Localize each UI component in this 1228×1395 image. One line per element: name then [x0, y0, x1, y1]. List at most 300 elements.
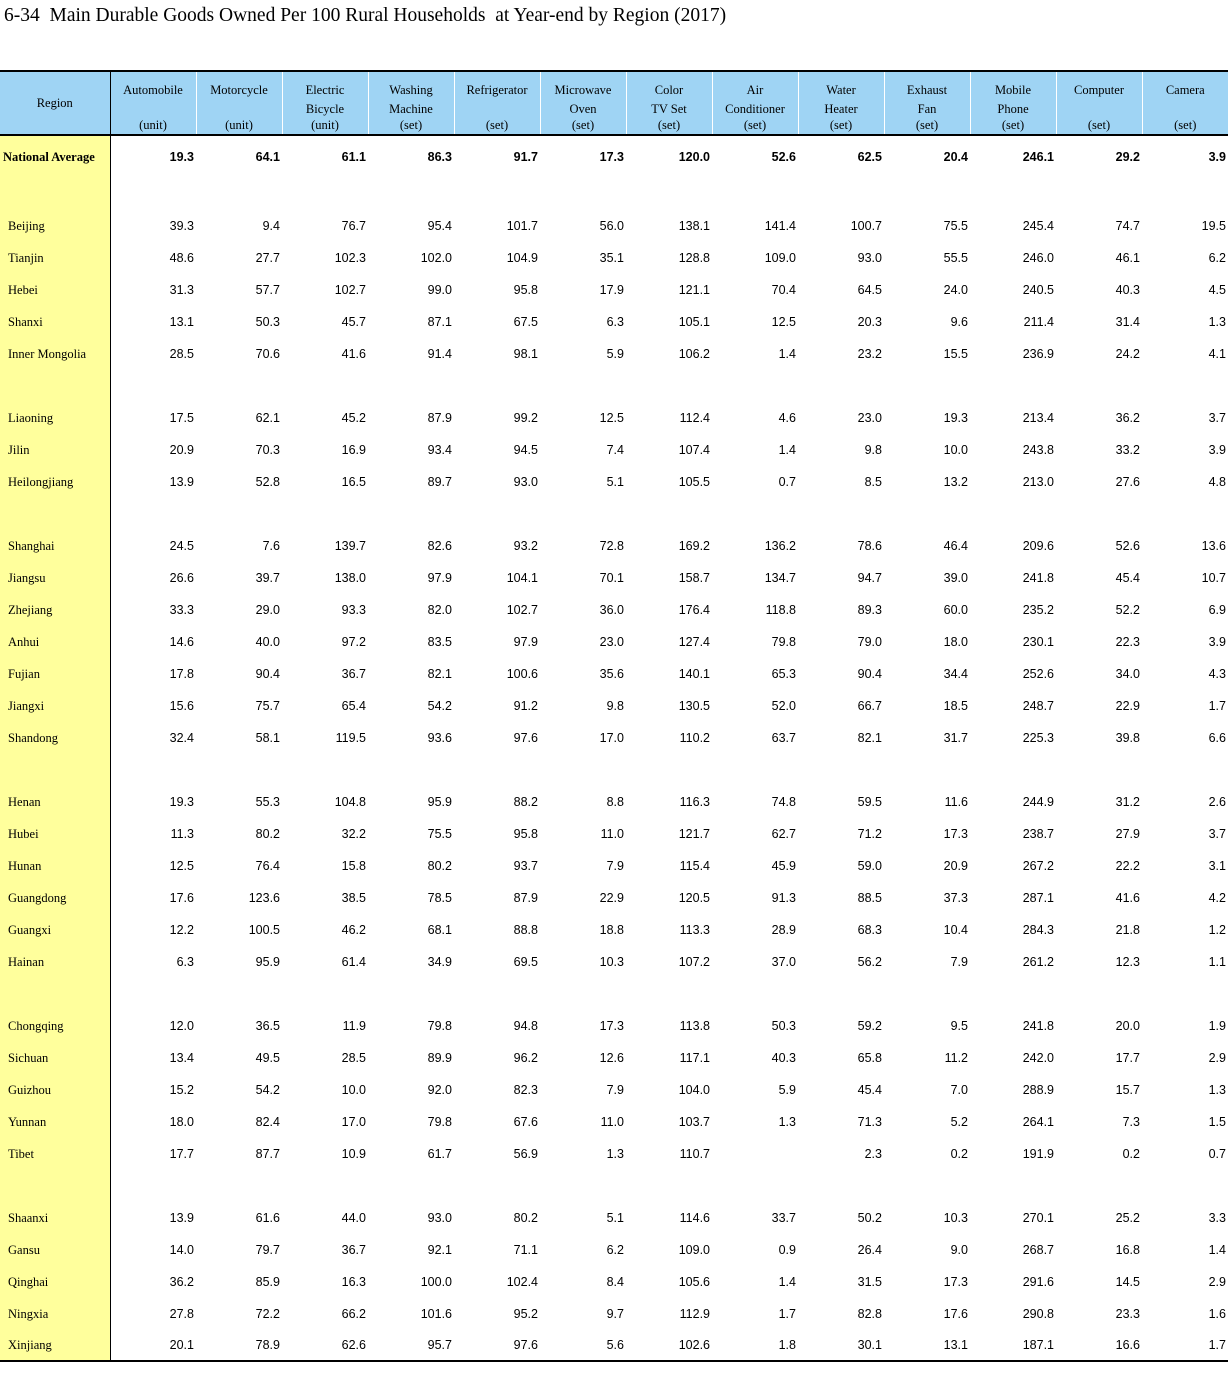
value-cell: 85.9 — [255, 1275, 280, 1289]
empty-cell — [970, 370, 1056, 402]
value-cell: 4.2 — [1208, 891, 1226, 905]
value-cell: 69.5 — [513, 955, 538, 969]
value-cell: 1.4 — [778, 1275, 796, 1289]
column-header-label: Washing — [389, 83, 433, 97]
value-cell: 8.5 — [864, 475, 882, 489]
value-cell: 15.7 — [1115, 1083, 1140, 1097]
value-cell: 89.9 — [427, 1051, 452, 1065]
value-cell: 287.1 — [1022, 891, 1054, 905]
column-header — [540, 71, 626, 135]
value-cell: 10.4 — [943, 923, 968, 937]
value-cell: 50.2 — [857, 1211, 882, 1225]
value-cell: 105.5 — [678, 475, 710, 489]
value-cell: 52.6 — [771, 150, 796, 164]
region-name: Sichuan — [0, 1042, 110, 1074]
value-cell: 10.3 — [599, 955, 624, 969]
region-name: Shandong — [0, 722, 110, 754]
value-cell: 12.3 — [1115, 955, 1140, 969]
empty-cell — [454, 498, 540, 530]
column-header — [970, 71, 1056, 135]
value-cell: 45.9 — [771, 859, 796, 873]
value-cell: 50.3 — [255, 315, 280, 329]
value-cell: 104.9 — [506, 251, 538, 265]
value-cell: 95.9 — [255, 955, 280, 969]
value-cell: 38.5 — [341, 891, 366, 905]
value-cell: 6.6 — [1208, 731, 1226, 745]
region-name: Shanxi — [0, 306, 110, 338]
spacer-row — [0, 978, 1228, 1010]
value-cell: 102.6 — [626, 1330, 712, 1361]
value-cell: 72.2 — [255, 1307, 280, 1321]
region-name: Liaoning — [0, 402, 110, 434]
empty-cell — [282, 498, 368, 530]
value-cell: 102.7 — [506, 603, 538, 617]
value-cell: 16.5 — [341, 475, 366, 489]
value-cell: 248.7 — [1022, 699, 1054, 713]
value-cell: 1.7 — [1142, 1330, 1228, 1361]
value-cell: 33.3 — [169, 603, 194, 617]
value-cell: 12.5 — [771, 315, 796, 329]
region-name: Henan — [0, 786, 110, 818]
spacer-row — [0, 1170, 1228, 1202]
column-header — [712, 71, 798, 135]
value-cell: 17.6 — [169, 891, 194, 905]
value-cell: 32.4 — [169, 731, 194, 745]
value-cell: 50.3 — [771, 1019, 796, 1033]
value-cell: 11.6 — [944, 795, 968, 809]
value-cell: 4.3 — [1208, 667, 1226, 681]
empty-cell — [1056, 178, 1142, 210]
column-header — [454, 71, 540, 135]
value-cell: 1.2 — [1208, 923, 1226, 937]
value-cell: 97.6 — [454, 1330, 540, 1361]
value-cell: 121.1 — [678, 283, 710, 297]
empty-cell — [798, 978, 884, 1010]
value-cell: 93.2 — [513, 539, 538, 553]
value-cell: 187.1 — [970, 1330, 1056, 1361]
value-cell: 100.7 — [850, 219, 882, 233]
value-cell: 56.2 — [857, 955, 882, 969]
value-cell: 112.4 — [679, 411, 710, 425]
table-row — [0, 946, 1228, 978]
column-header-label: Camera — [1165, 83, 1205, 97]
value-cell: 3.9 — [1208, 150, 1226, 164]
value-cell: 54.2 — [427, 699, 452, 713]
table-row — [0, 306, 1228, 338]
value-cell: 70.4 — [771, 283, 796, 297]
value-cell: 44.0 — [341, 1211, 366, 1225]
column-header-unit: (set) — [743, 118, 767, 132]
value-cell: 23.2 — [857, 347, 882, 361]
value-cell: 92.0 — [427, 1083, 452, 1097]
value-cell: 34.0 — [1115, 667, 1140, 681]
value-cell: 36.2 — [1115, 411, 1140, 425]
column-header-label: Bicycle — [305, 102, 345, 116]
value-cell: 17.7 — [169, 1147, 194, 1161]
value-cell: 109.0 — [764, 251, 796, 265]
value-cell: 0.9 — [778, 1243, 796, 1257]
value-cell: 113.8 — [679, 1019, 710, 1033]
value-cell: 93.6 — [427, 731, 452, 745]
value-cell: 120.5 — [678, 891, 710, 905]
value-cell: 18.8 — [599, 923, 624, 937]
value-cell: 15.2 — [169, 1083, 194, 1097]
value-cell: 82.3 — [513, 1083, 538, 1097]
value-cell: 102.0 — [420, 251, 452, 265]
value-cell: 128.8 — [678, 251, 710, 265]
value-cell: 3.7 — [1208, 827, 1226, 841]
value-cell: 59.0 — [857, 859, 882, 873]
value-cell: 3.3 — [1208, 1211, 1226, 1225]
value-cell: 94.8 — [513, 1019, 538, 1033]
value-cell: 31.4 — [1115, 315, 1140, 329]
empty-cell — [970, 754, 1056, 786]
value-cell: 61.7 — [427, 1147, 452, 1161]
value-cell: 45.4 — [1115, 571, 1140, 585]
table-row — [0, 626, 1228, 658]
empty-cell — [282, 370, 368, 402]
value-cell: 40.3 — [1115, 283, 1140, 297]
table-row — [0, 722, 1228, 754]
value-cell: 101.6 — [420, 1307, 452, 1321]
value-cell: 107.4 — [678, 443, 710, 457]
value-cell: 100.5 — [248, 923, 280, 937]
empty-cell — [884, 498, 970, 530]
value-cell: 10.3 — [943, 1211, 968, 1225]
value-cell: 31.5 — [857, 1275, 882, 1289]
value-cell: 45.7 — [341, 315, 366, 329]
column-header-label: Machine — [389, 102, 433, 116]
value-cell: 2.6 — [1208, 795, 1226, 809]
value-cell: 64.5 — [857, 283, 882, 297]
region-name: Anhui — [0, 626, 110, 658]
empty-cell — [540, 1170, 626, 1202]
value-cell: 17.7 — [1115, 1051, 1140, 1065]
value-cell: 74.7 — [1115, 219, 1140, 233]
value-cell: 33.2 — [1115, 443, 1140, 457]
region-name: Xinjiang — [0, 1330, 110, 1361]
value-cell: 66.2 — [341, 1307, 366, 1321]
value-cell: 87.9 — [513, 891, 538, 905]
value-cell: 13.2 — [943, 475, 968, 489]
value-cell: 88.2 — [513, 795, 538, 809]
empty-cell — [712, 1170, 798, 1202]
value-cell: 49.5 — [255, 1051, 280, 1065]
value-cell: 22.2 — [1115, 859, 1140, 873]
column-header-label: Oven — [569, 102, 597, 116]
column-header-label: Water — [826, 83, 856, 97]
value-cell: 176.4 — [678, 603, 710, 617]
value-cell: 26.4 — [857, 1243, 882, 1257]
value-cell: 5.9 — [778, 1083, 796, 1097]
column-header-label: Heater — [824, 102, 858, 116]
value-cell: 17.5 — [169, 411, 194, 425]
value-cell: 39.7 — [255, 571, 280, 585]
value-cell: 105.6 — [678, 1275, 710, 1289]
column-header-label: Refrigerator — [466, 83, 528, 97]
value-cell: 71.3 — [857, 1115, 882, 1129]
value-cell: 3.7 — [1208, 411, 1226, 425]
table-row — [0, 1298, 1228, 1330]
region-name: Hunan — [0, 850, 110, 882]
value-cell: 66.7 — [857, 699, 882, 713]
value-cell: 140.1 — [678, 667, 710, 681]
page-title: 6-34 Main Durable Goods Owned Per 100 Rural Households at Year-end by Region (2017) — [4, 5, 727, 26]
value-cell: 94.5 — [513, 443, 538, 457]
value-cell: 252.6 — [1022, 667, 1054, 681]
value-cell: 40.3 — [771, 1051, 796, 1065]
value-cell: 68.1 — [427, 923, 452, 937]
table-row — [0, 274, 1228, 306]
value-cell: 1.9 — [1208, 1019, 1226, 1033]
value-cell: 115.4 — [679, 859, 710, 873]
region-name: Hebei — [0, 274, 110, 306]
value-cell: 62.7 — [771, 827, 796, 841]
value-cell: 7.0 — [950, 1083, 968, 1097]
value-cell: 59.5 — [857, 795, 882, 809]
value-cell: 16.8 — [1115, 1243, 1140, 1257]
region-name: Yunnan — [0, 1106, 110, 1138]
empty-cell — [884, 754, 970, 786]
value-cell: 99.0 — [427, 283, 452, 297]
value-cell: 31.7 — [943, 731, 968, 745]
region-name: Guangdong — [0, 882, 110, 914]
empty-cell — [1056, 978, 1142, 1010]
value-cell: 97.9 — [427, 571, 452, 585]
value-cell: 17.9 — [599, 283, 624, 297]
value-cell: 113.3 — [679, 923, 710, 937]
table-row — [0, 530, 1228, 562]
empty-cell — [798, 370, 884, 402]
region-name: Jilin — [0, 434, 110, 466]
spacer-row — [0, 498, 1228, 530]
region-name: Hainan — [0, 946, 110, 978]
value-cell: 23.0 — [857, 411, 882, 425]
value-cell — [712, 1138, 798, 1170]
column-header-label: Fan — [917, 102, 937, 116]
column-header — [196, 71, 282, 135]
value-cell: 27.6 — [1115, 475, 1140, 489]
value-cell: 10.7 — [1201, 571, 1226, 585]
empty-cell — [1142, 1170, 1228, 1202]
value-cell: 57.7 — [255, 283, 280, 297]
value-cell: 39.8 — [1115, 731, 1140, 745]
value-cell: 24.2 — [1115, 347, 1140, 361]
value-cell: 5.1 — [606, 475, 624, 489]
value-cell: 79.8 — [427, 1019, 452, 1033]
value-cell: 97.9 — [513, 635, 538, 649]
value-cell: 100.0 — [420, 1275, 452, 1289]
value-cell: 31.2 — [1115, 795, 1140, 809]
spacer-row — [0, 178, 1228, 210]
value-cell: 52.6 — [1115, 539, 1140, 553]
value-cell: 11.0 — [600, 1115, 624, 1129]
value-cell: 4.1 — [1208, 347, 1226, 361]
value-cell: 13.6 — [1201, 539, 1226, 553]
value-cell: 33.7 — [771, 1211, 796, 1225]
region-name: Jiangxi — [0, 690, 110, 722]
empty-cell — [196, 978, 282, 1010]
empty-cell — [626, 178, 712, 210]
empty-cell — [368, 178, 454, 210]
value-cell: 236.9 — [1022, 347, 1054, 361]
value-cell: 36.7 — [341, 667, 366, 681]
value-cell: 4.5 — [1208, 283, 1226, 297]
empty-cell — [368, 754, 454, 786]
value-cell: 71.1 — [513, 1243, 538, 1257]
value-cell: 25.2 — [1115, 1211, 1140, 1225]
value-cell: 86.3 — [427, 150, 452, 164]
value-cell: 139.7 — [334, 539, 366, 553]
column-header-unit: (set) — [829, 118, 853, 132]
value-cell: 11.3 — [170, 827, 194, 841]
empty-cell — [1056, 498, 1142, 530]
value-cell: 12.5 — [599, 411, 624, 425]
value-cell: 246.0 — [1022, 251, 1054, 265]
value-cell: 158.7 — [678, 571, 710, 585]
value-cell: 1.1 — [1208, 955, 1226, 969]
column-header — [368, 71, 454, 135]
value-cell: 94.7 — [857, 571, 882, 585]
table-row — [0, 242, 1228, 274]
column-header-unit: (unit) — [311, 118, 339, 132]
empty-cell — [540, 370, 626, 402]
value-cell: 6.2 — [1208, 251, 1226, 265]
column-header-label: Motorcycle — [210, 83, 268, 97]
value-cell: 14.5 — [1115, 1275, 1140, 1289]
column-header-unit: (set) — [571, 118, 595, 132]
value-cell: 118.8 — [765, 603, 796, 617]
value-cell: 56.0 — [599, 219, 624, 233]
empty-cell — [1056, 1170, 1142, 1202]
empty-cell — [626, 370, 712, 402]
value-cell: 36.7 — [341, 1243, 366, 1257]
value-cell: 243.8 — [1022, 443, 1054, 457]
value-cell: 61.1 — [341, 150, 366, 164]
region-spacer — [0, 498, 110, 530]
value-cell: 24.5 — [169, 539, 194, 553]
value-cell: 22.9 — [599, 891, 624, 905]
value-cell: 2.3 — [864, 1147, 882, 1161]
value-cell: 110.7 — [679, 1147, 710, 1161]
value-cell: 17.3 — [943, 827, 968, 841]
value-cell: 136.2 — [764, 539, 796, 553]
value-cell: 87.9 — [427, 411, 452, 425]
value-cell: 71.2 — [857, 827, 882, 841]
value-cell: 79.8 — [427, 1115, 452, 1129]
value-cell: 72.8 — [599, 539, 624, 553]
spacer-row — [0, 754, 1228, 786]
value-cell: 9.0 — [950, 1243, 968, 1257]
empty-cell — [1056, 370, 1142, 402]
value-cell: 241.8 — [1022, 1019, 1054, 1033]
table-row — [0, 1234, 1228, 1266]
region-column-header: Region — [0, 71, 110, 135]
value-cell: 134.7 — [764, 571, 796, 585]
table-row — [0, 402, 1228, 434]
region-name: Chongqing — [0, 1010, 110, 1042]
value-cell: 30.1 — [798, 1330, 884, 1361]
value-cell: 1.4 — [778, 443, 796, 457]
value-cell: 17.0 — [341, 1115, 366, 1129]
value-cell: 12.2 — [169, 923, 194, 937]
value-cell: 138.1 — [678, 219, 710, 233]
value-cell: 93.0 — [427, 1211, 452, 1225]
column-header-unit: (set) — [915, 118, 939, 132]
region-name: Fujian — [0, 658, 110, 690]
value-cell: 13.9 — [169, 475, 194, 489]
value-cell: 102.3 — [334, 251, 366, 265]
value-cell: 104.8 — [334, 795, 366, 809]
value-cell: 5.1 — [606, 1211, 624, 1225]
value-cell: 22.9 — [1115, 699, 1140, 713]
value-cell: 268.7 — [1022, 1243, 1054, 1257]
value-cell: 90.4 — [857, 667, 882, 681]
value-cell: 7.9 — [606, 1083, 624, 1097]
table-row — [0, 1010, 1228, 1042]
table-row — [0, 850, 1228, 882]
value-cell: 1.7 — [778, 1307, 796, 1321]
value-cell: 76.7 — [341, 219, 366, 233]
column-header — [282, 71, 368, 135]
value-cell: 95.8 — [513, 283, 538, 297]
value-cell: 20.0 — [1115, 1019, 1140, 1033]
column-header-unit: (set) — [1087, 118, 1111, 132]
value-cell: 65.3 — [771, 667, 796, 681]
value-cell: 78.5 — [427, 891, 452, 905]
empty-cell — [712, 370, 798, 402]
table-row — [0, 1106, 1228, 1138]
value-cell: 100.6 — [506, 667, 538, 681]
value-cell: 91.4 — [427, 347, 452, 361]
value-cell: 1.4 — [1208, 1243, 1226, 1257]
value-cell: 19.5 — [1201, 219, 1226, 233]
value-cell: 48.6 — [169, 251, 194, 265]
value-cell: 24.0 — [943, 283, 968, 297]
region-spacer — [0, 370, 110, 402]
empty-cell — [540, 978, 626, 1010]
empty-cell — [110, 754, 196, 786]
value-cell: 97.2 — [341, 635, 366, 649]
region-name: Gansu — [0, 1234, 110, 1266]
value-cell: 29.2 — [1115, 150, 1140, 164]
value-cell: 87.7 — [255, 1147, 280, 1161]
value-cell: 9.7 — [606, 1307, 624, 1321]
value-cell: 20.9 — [943, 859, 968, 873]
value-cell: 99.2 — [513, 411, 538, 425]
value-cell: 264.1 — [1022, 1115, 1054, 1129]
value-cell: 11.2 — [944, 1051, 968, 1065]
value-cell: 91.3 — [771, 891, 796, 905]
value-cell: 82.4 — [255, 1115, 280, 1129]
value-cell: 19.3 — [943, 411, 968, 425]
value-cell: 13.1 — [169, 315, 194, 329]
value-cell: 27.7 — [255, 251, 280, 265]
value-cell: 20.1 — [110, 1330, 196, 1361]
region-name: Beijing — [0, 210, 110, 242]
value-cell: 65.8 — [857, 1051, 882, 1065]
region-name: Zhejiang — [0, 594, 110, 626]
value-cell: 261.2 — [1022, 955, 1054, 969]
value-cell: 28.5 — [341, 1051, 366, 1065]
value-cell: 60.0 — [943, 603, 968, 617]
value-cell: 45.2 — [341, 411, 366, 425]
spacer-row — [0, 370, 1228, 402]
empty-cell — [626, 498, 712, 530]
region-spacer — [0, 178, 110, 210]
value-cell: 39.3 — [169, 219, 194, 233]
value-cell: 91.2 — [513, 699, 538, 713]
